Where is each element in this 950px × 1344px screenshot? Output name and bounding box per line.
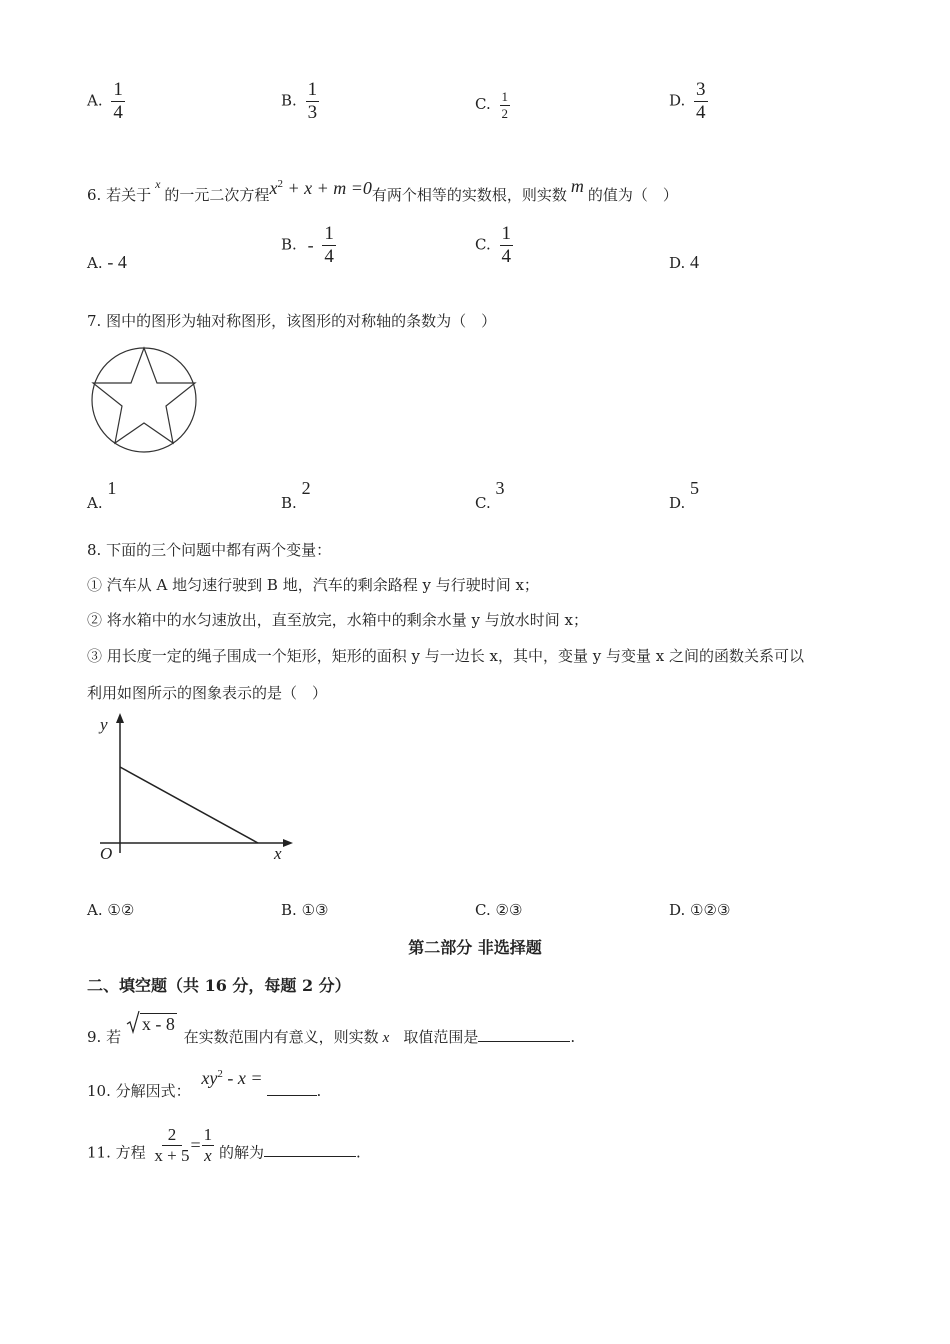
q7-stem: 7. 图中的图形为轴对称图形，该图形的对称轴的条数为（ ） [87,312,497,330]
answer-blank[interactable] [267,1081,317,1096]
q7-option-c[interactable] [475,478,505,512]
q7-option-b[interactable] [281,478,311,512]
minus-sign: - [307,234,314,255]
q6-var-x: x [155,177,161,191]
q6-text: 的一元二次方程 [164,186,270,204]
q10-expression: $xy^2$ - x = [201,1068,263,1088]
q9-stem: 9. 若 x - 8 在实数范围内有意义，则实数 x 取值范围是 . [87,1010,575,1047]
option-value: 1 [107,478,117,498]
option-label: A. [87,901,103,919]
origin-label: O [100,844,113,863]
option-value: 5 [690,478,700,498]
q6-option-b[interactable] [281,224,336,267]
answer-blank[interactable] [264,1142,356,1157]
q6-stem [87,176,678,205]
q6-text: 的值为（ ） [587,186,678,204]
fraction: $\frac{1}{x}$ [203,1125,213,1165]
option-label: D. [669,494,686,512]
q5-option-c[interactable] [475,90,510,120]
option-label: D. [669,901,686,919]
star-in-circle-figure [88,344,200,456]
q11-stem: 11. 方程 $\frac{2}{x + 5}$ = $\frac{1}{x}$ 的解为 . [87,1125,361,1165]
fraction: $\frac{1}{4}$ [324,223,334,267]
option-value: - 4 [107,252,127,272]
q5-option-d[interactable] [669,80,708,123]
option-value: ①②③ [690,901,731,919]
option-label: C. [475,235,491,254]
option-value: ①② [107,901,135,919]
fraction: $\frac{1}{2}$ [501,89,508,121]
q8-option-b[interactable] [281,901,328,919]
q8-item-3: ③ 用长度一定的绳子围成一个矩形，矩形的面积 y 与一边长 x，其中，变量 y 与变量 x 之间的函数关系可以 [87,647,805,665]
option-label: A. [87,91,103,110]
option-value: ①③ [301,901,329,919]
q8-item-2: ② 将水箱中的水匀速放出，直至放完，水箱中的剩余水量 y 与放水时间 x； [87,611,589,629]
q8-item-3-cont: 利用如图所示的图象表示的是（ ） [87,684,328,702]
option-value: 2 [301,478,311,498]
q8-item-1: ① 汽车从 A 地匀速行驶到 B 地，汽车的剩余路程 y 与行驶时间 x； [87,576,539,594]
q5-option-a[interactable] [87,80,125,123]
q6-equation: $x^2 + x + m =0$ [269,178,372,198]
section-heading: 二、填空题（共 16 分，每题 2 分） [87,976,351,995]
q8-option-c[interactable] [475,901,522,919]
option-label: C. [475,95,491,114]
option-label: A. [87,494,103,512]
option-value: 3 [495,478,505,498]
option-label: C. [475,901,491,919]
option-value: ②③ [495,901,523,919]
fraction: $\frac{1}{4}$ [113,79,123,123]
q7-option-d[interactable] [669,478,699,512]
q6-text: 6. 若关于 [87,186,152,204]
option-label: B. [281,235,297,254]
option-label: B. [281,494,297,512]
radical-sign-icon [126,1010,140,1034]
option-label: A. [87,254,103,272]
q5-option-b[interactable] [281,80,319,123]
q8-option-a[interactable] [87,901,134,919]
x-axis-label: x [274,844,282,863]
linear-decrease-graph [96,712,301,867]
q7-option-a[interactable] [87,478,116,512]
q6-option-c[interactable] [475,224,513,267]
q8-option-d[interactable] [669,901,730,919]
q10-stem: 10. 分解因式： $xy^2$ - x =. [87,1068,322,1100]
y-axis-label: y [100,715,108,734]
q6-option-d[interactable] [669,252,699,273]
q8-intro: 8. 下面的三个问题中都有两个变量： [87,541,332,559]
option-value: 4 [690,252,700,272]
q9-var-x: x [382,1030,390,1046]
q6-text: 有两个相等的实数根，则实数 [371,186,567,204]
option-label: B. [281,91,297,110]
option-label: C. [475,494,491,512]
radical: x - 8 [141,1014,175,1034]
q6-option-a[interactable] [87,252,127,273]
q6-var-m: m [570,176,584,196]
fraction: $\frac{1}{3}$ [307,79,318,123]
option-label: B. [281,901,297,919]
fraction: $\frac{3}{4}$ [696,79,706,123]
option-label: D. [669,91,686,110]
part-title: 第二部分 非选择题 [408,938,542,957]
fraction: $\frac{2}{x + 5}$ [154,1125,190,1165]
fraction: $\frac{1}{4}$ [501,223,511,267]
answer-blank[interactable] [478,1027,570,1042]
option-label: D. [669,254,686,272]
